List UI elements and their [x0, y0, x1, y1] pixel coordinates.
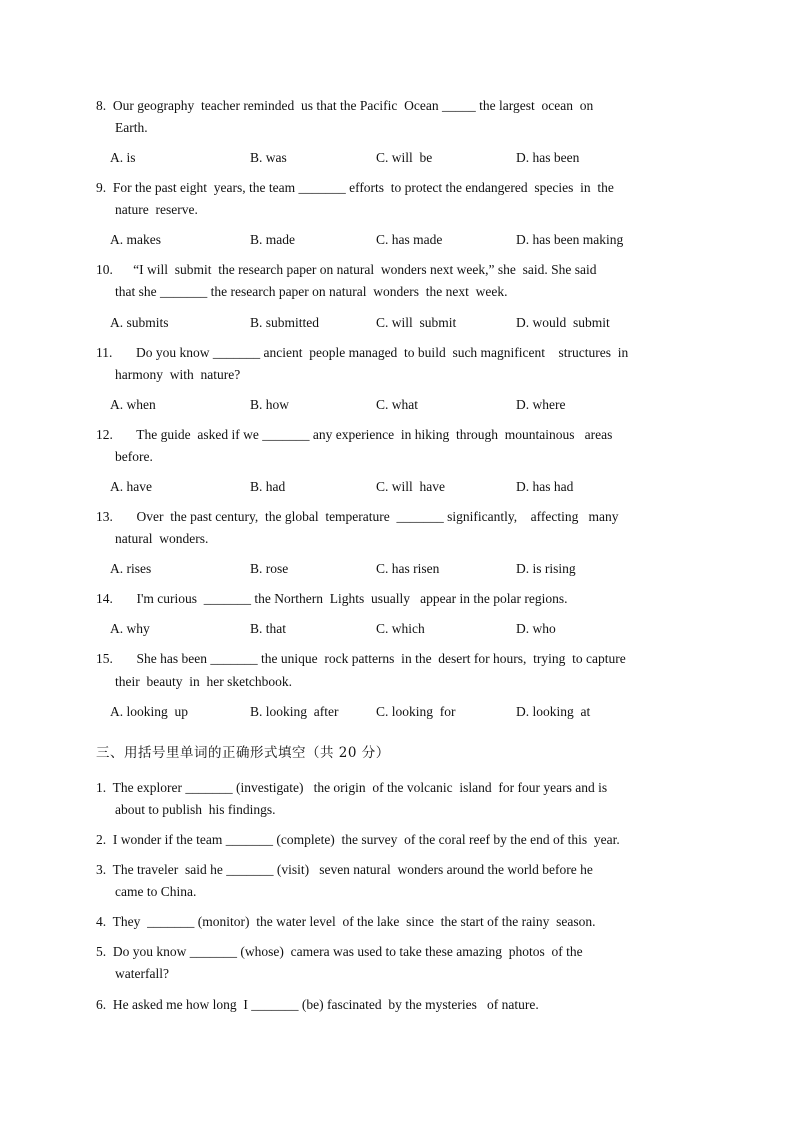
question-11-option-c: C. what	[376, 397, 418, 412]
question-10-text: 10. “I will submit the research paper on natural wonders next week,” she said. She said	[96, 262, 597, 277]
question-12-option-d: D. has had	[516, 479, 574, 494]
question-10-option-b: B. submitted	[250, 315, 320, 330]
question-15-text: 15. She has been _______ the unique rock patterns in the desert for hours, trying to capture	[96, 651, 626, 666]
question-10-option-a: A. submits	[110, 315, 169, 330]
question-11-text: 11. Do you know _______ ancient people managed to build such magnificent structures in	[96, 345, 629, 360]
question-15-option-d: D. looking at	[516, 704, 591, 719]
fill-item-4-text: 4. They _______ (monitor) the water level of the lake since the start of the rainy season.	[96, 914, 596, 929]
fill-item-1-text-cont: about to publish his findings.	[115, 802, 276, 817]
question-14-text: 14. I'm curious _______ the Northern Lights usually appear in the polar regions.	[96, 591, 568, 606]
question-8-option-b: B. was	[250, 150, 287, 165]
question-8-option-a: A. is	[110, 150, 136, 165]
question-14-option-b: B. that	[250, 621, 286, 636]
question-10-text-cont: that she _______ the research paper on natural wonders the next week.	[115, 284, 508, 299]
question-9-option-c: C. has made	[376, 232, 443, 247]
question-13-option-c: C. has risen	[376, 561, 440, 576]
question-13-option-a: A. rises	[110, 561, 152, 576]
question-13-text: 13. Over the past century, the global temperature _______ significantly, affecting many	[96, 509, 619, 524]
question-8-option-d: D. has been	[516, 150, 580, 165]
question-15-option-b: B. looking after	[250, 704, 339, 719]
question-15-option-a: A. looking up	[110, 704, 189, 719]
question-11-option-a: A. when	[110, 397, 156, 412]
question-9-option-a: A. makes	[110, 232, 161, 247]
question-13-text-cont: natural wonders.	[115, 531, 209, 546]
question-15-option-c: C. looking for	[376, 704, 456, 719]
question-14-option-c: C. which	[376, 621, 425, 636]
question-15-text-cont: their beauty in her sketchbook.	[115, 674, 292, 689]
question-12-option-c: C. will have	[376, 479, 445, 494]
question-14-option-d: D. who	[516, 621, 556, 636]
question-9-text-cont: nature reserve.	[115, 202, 198, 217]
fill-item-5-text-cont: waterfall?	[115, 966, 169, 981]
question-9-option-b: B. made	[250, 232, 295, 247]
fill-item-1-text: 1. The explorer _______ (investigate) the origin of the volcanic island for four years and is	[96, 780, 608, 795]
section-3-heading: 三、用括号里单词的正确形式填空（共 20 分）	[96, 745, 390, 761]
fill-item-5-text: 5. Do you know _______ (whose) camera was used to take these amazing photos of the	[96, 944, 583, 959]
question-12-option-a: A. have	[110, 479, 152, 494]
question-8-text-cont: Earth.	[115, 120, 148, 135]
question-9-text: 9. For the past eight years, the team _______ efforts to protect the endangered species in the	[96, 180, 614, 195]
question-8-option-c: C. will be	[376, 150, 433, 165]
question-11-option-b: B. how	[250, 397, 290, 412]
fill-item-3-text-cont: came to China.	[115, 884, 197, 899]
question-12-text: 12. The guide asked if we _______ any experience in hiking through mountainous areas	[96, 427, 613, 442]
question-10-option-c: C. will submit	[376, 315, 457, 330]
question-12-option-b: B. had	[250, 479, 286, 494]
question-8-text: 8. Our geography teacher reminded us that the Pacific Ocean _____ the largest ocean on	[96, 98, 594, 113]
question-14-option-a: A. why	[110, 621, 150, 636]
question-13-option-d: D. is rising	[516, 561, 576, 576]
question-12-text-cont: before.	[115, 449, 153, 464]
question-13-option-b: B. rose	[250, 561, 289, 576]
fill-item-3-text: 3. The traveler said he _______ (visit) seven natural wonders around the world before he	[96, 862, 593, 877]
question-11-option-d: D. where	[516, 397, 566, 412]
fill-item-6-text: 6. He asked me how long I _______ (be) fascinated by the mysteries of nature.	[96, 997, 539, 1012]
question-11-text-cont: harmony with nature?	[115, 367, 241, 382]
fill-item-2-text: 2. I wonder if the team _______ (complete) the survey of the coral reef by the end of this year.	[96, 832, 620, 847]
question-10-option-d: D. would submit	[516, 315, 610, 330]
question-9-option-d: D. has been making	[516, 232, 624, 247]
